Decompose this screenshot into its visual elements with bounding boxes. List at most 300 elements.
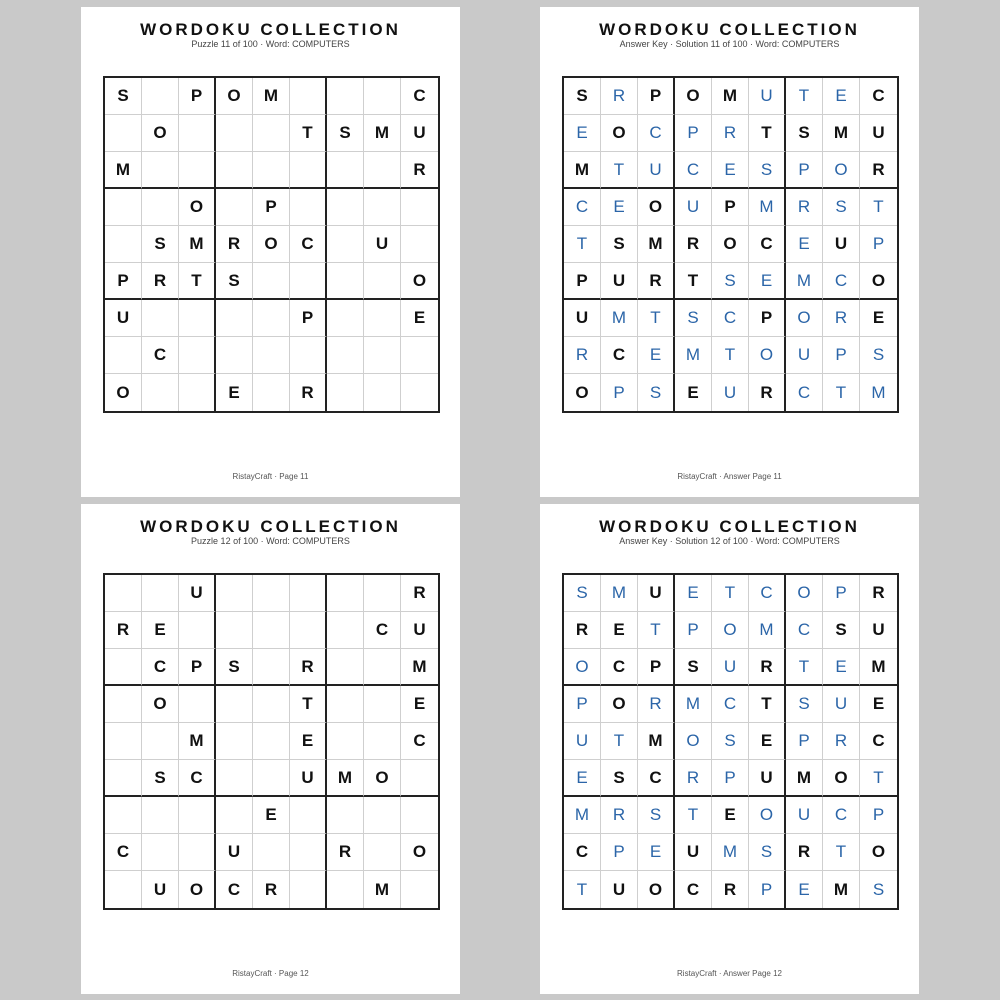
grid-cell: T xyxy=(749,686,786,723)
grid-cell xyxy=(142,834,179,871)
grid-cell: P xyxy=(675,612,712,649)
grid-cell xyxy=(105,723,142,760)
grid-cell: C xyxy=(860,723,897,760)
grid-cell xyxy=(327,226,364,263)
grid-cell xyxy=(179,374,216,411)
grid-cell xyxy=(327,612,364,649)
grid-cell xyxy=(142,189,179,226)
grid-cell: C xyxy=(675,152,712,189)
grid-cell xyxy=(401,760,438,797)
grid-cell: T xyxy=(290,115,327,152)
grid-cell: E xyxy=(675,575,712,612)
grid-cell: U xyxy=(712,374,749,411)
grid-cell: O xyxy=(401,263,438,300)
grid-cell: S xyxy=(823,612,860,649)
grid-cell: T xyxy=(179,263,216,300)
grid-cell: T xyxy=(712,575,749,612)
grid-cell xyxy=(216,152,253,189)
grid-cell: C xyxy=(601,649,638,686)
grid-cell: C xyxy=(216,871,253,908)
grid-cell: U xyxy=(216,834,253,871)
grid-cell: M xyxy=(179,723,216,760)
grid-cell xyxy=(327,78,364,115)
grid-cell: M xyxy=(749,612,786,649)
grid-cell: O xyxy=(860,834,897,871)
grid-cell xyxy=(105,797,142,834)
page-subtitle: Puzzle 12 of 100 · Word: COMPUTERS xyxy=(191,536,350,546)
grid-cell: U xyxy=(712,649,749,686)
grid-cell: C xyxy=(364,612,401,649)
page-subtitle: Answer Key · Solution 11 of 100 · Word: COMPUTERS xyxy=(619,39,840,49)
grid-cell: M xyxy=(638,226,675,263)
grid-cell xyxy=(142,152,179,189)
grid-cell xyxy=(179,612,216,649)
grid-cell: O xyxy=(601,686,638,723)
grid-cell: O xyxy=(105,374,142,411)
grid-cell xyxy=(179,834,216,871)
grid-cell: S xyxy=(675,649,712,686)
grid-cell xyxy=(105,226,142,263)
grid-cell xyxy=(105,686,142,723)
grid-cell: P xyxy=(749,871,786,908)
grid-cell: R xyxy=(253,871,290,908)
grid-cell: M xyxy=(601,575,638,612)
grid-cell: R xyxy=(823,300,860,337)
grid-cell xyxy=(253,686,290,723)
grid-cell xyxy=(327,263,364,300)
page-title: WORDOKU COLLECTION xyxy=(599,517,860,536)
grid-cell xyxy=(327,649,364,686)
grid-cell xyxy=(216,189,253,226)
grid-cell: M xyxy=(401,649,438,686)
grid-cell: O xyxy=(601,115,638,152)
grid-cell xyxy=(364,649,401,686)
grid-cell: T xyxy=(860,760,897,797)
grid-cell: R xyxy=(860,152,897,189)
grid-cell xyxy=(105,871,142,908)
grid-cell: U xyxy=(601,871,638,908)
grid-cell: E xyxy=(253,797,290,834)
grid-cell: E xyxy=(638,834,675,871)
answer-page-12 xyxy=(540,504,919,994)
grid-cell: S xyxy=(786,686,823,723)
grid-cell: U xyxy=(749,760,786,797)
grid-cell: U xyxy=(364,226,401,263)
grid-cell: M xyxy=(712,78,749,115)
grid-cell: S xyxy=(105,78,142,115)
grid-cell: R xyxy=(564,337,601,374)
grid-cell xyxy=(216,337,253,374)
grid-cell: P xyxy=(749,300,786,337)
grid-cell: E xyxy=(564,760,601,797)
grid-cell: R xyxy=(712,871,749,908)
grid-cell: M xyxy=(253,78,290,115)
grid-cell: S xyxy=(216,649,253,686)
grid-cell: R xyxy=(142,263,179,300)
grid-cell xyxy=(253,649,290,686)
page-footer: RistayCraft · Answer Page 11 xyxy=(677,472,782,481)
grid-cell xyxy=(364,686,401,723)
grid-cell xyxy=(290,871,327,908)
grid-cell xyxy=(364,78,401,115)
grid-cell: T xyxy=(860,189,897,226)
grid-cell xyxy=(364,575,401,612)
grid-cell xyxy=(253,115,290,152)
grid-cell: M xyxy=(786,263,823,300)
grid-cell: P xyxy=(638,78,675,115)
grid-cell: S xyxy=(860,337,897,374)
grid-cell: M xyxy=(364,115,401,152)
page-footer: RistayCraft · Page 11 xyxy=(232,472,309,481)
grid-cell: C xyxy=(638,115,675,152)
grid-cell: T xyxy=(638,300,675,337)
grid-cell: M xyxy=(823,871,860,908)
grid-cell: U xyxy=(823,686,860,723)
grid-cell: U xyxy=(401,612,438,649)
grid-cell xyxy=(290,263,327,300)
grid-cell: C xyxy=(823,263,860,300)
grid-cell xyxy=(327,374,364,411)
grid-cell: R xyxy=(401,575,438,612)
grid-cell: E xyxy=(749,723,786,760)
grid-cell: R xyxy=(749,374,786,411)
wordoku-grid xyxy=(103,573,440,910)
grid-cell: P xyxy=(712,760,749,797)
grid-cell xyxy=(253,263,290,300)
grid-cell: S xyxy=(564,575,601,612)
page-footer: RistayCraft · Page 12 xyxy=(232,969,309,978)
grid-cell: O xyxy=(749,797,786,834)
grid-cell: M xyxy=(638,723,675,760)
page-footer: RistayCraft · Answer Page 12 xyxy=(677,969,782,978)
grid-cell: M xyxy=(601,300,638,337)
grid-cell xyxy=(142,575,179,612)
grid-cell: S xyxy=(327,115,364,152)
grid-cell: T xyxy=(638,612,675,649)
grid-cell: R xyxy=(327,834,364,871)
grid-cell xyxy=(290,575,327,612)
grid-cell: R xyxy=(601,78,638,115)
grid-cell: E xyxy=(786,226,823,263)
grid-cell xyxy=(179,300,216,337)
grid-cell: P xyxy=(253,189,290,226)
grid-cell: U xyxy=(564,300,601,337)
grid-cell: C xyxy=(564,189,601,226)
grid-cell: O xyxy=(179,189,216,226)
grid-cell: S xyxy=(712,723,749,760)
grid-cell: O xyxy=(401,834,438,871)
wordoku-solution-grid xyxy=(562,573,899,910)
grid-cell: R xyxy=(749,649,786,686)
grid-cell xyxy=(364,797,401,834)
grid-cell: C xyxy=(675,871,712,908)
grid-cell: E xyxy=(823,649,860,686)
grid-cell: P xyxy=(564,686,601,723)
grid-cell: C xyxy=(638,760,675,797)
grid-cell: T xyxy=(675,797,712,834)
wordoku-grid xyxy=(103,76,440,413)
grid-cell: C xyxy=(712,300,749,337)
grid-cell xyxy=(179,152,216,189)
grid-cell: R xyxy=(290,649,327,686)
page-title: WORDOKU COLLECTION xyxy=(140,517,401,536)
grid-cell: E xyxy=(675,374,712,411)
grid-cell: R xyxy=(564,612,601,649)
grid-cell: T xyxy=(564,226,601,263)
grid-cell: U xyxy=(401,115,438,152)
grid-cell: E xyxy=(216,374,253,411)
grid-cell: C xyxy=(749,575,786,612)
grid-cell: R xyxy=(675,760,712,797)
grid-cell: R xyxy=(401,152,438,189)
grid-cell: C xyxy=(401,723,438,760)
page-subtitle: Puzzle 11 of 100 · Word: COMPUTERS xyxy=(191,39,350,49)
grid-cell: U xyxy=(749,78,786,115)
grid-cell: O xyxy=(142,686,179,723)
wordoku-solution-grid xyxy=(562,76,899,413)
grid-cell xyxy=(290,189,327,226)
grid-cell: O xyxy=(749,337,786,374)
grid-cell xyxy=(327,575,364,612)
grid-cell xyxy=(105,115,142,152)
grid-cell xyxy=(401,374,438,411)
grid-cell: S xyxy=(638,374,675,411)
grid-cell: O xyxy=(786,300,823,337)
grid-cell xyxy=(216,723,253,760)
grid-cell: S xyxy=(638,797,675,834)
grid-cell xyxy=(105,575,142,612)
grid-cell: T xyxy=(823,374,860,411)
grid-cell xyxy=(253,337,290,374)
grid-cell xyxy=(179,115,216,152)
grid-cell xyxy=(290,337,327,374)
grid-cell xyxy=(327,686,364,723)
grid-cell: R xyxy=(638,263,675,300)
grid-cell: T xyxy=(712,337,749,374)
grid-cell: S xyxy=(601,226,638,263)
grid-cell xyxy=(253,760,290,797)
grid-cell: T xyxy=(786,649,823,686)
grid-cell xyxy=(290,797,327,834)
grid-cell: S xyxy=(601,760,638,797)
grid-cell: U xyxy=(860,612,897,649)
grid-cell xyxy=(364,374,401,411)
grid-cell: C xyxy=(142,649,179,686)
grid-cell: O xyxy=(364,760,401,797)
grid-cell xyxy=(216,115,253,152)
grid-cell xyxy=(253,374,290,411)
grid-cell xyxy=(327,300,364,337)
grid-cell xyxy=(105,760,142,797)
grid-cell xyxy=(327,189,364,226)
grid-cell: P xyxy=(601,374,638,411)
grid-cell xyxy=(364,834,401,871)
grid-cell: S xyxy=(216,263,253,300)
page-subtitle: Answer Key · Solution 12 of 100 · Word: COMPUTERS xyxy=(619,536,840,546)
grid-cell: M xyxy=(871,382,886,402)
grid-cell: M xyxy=(105,152,142,189)
grid-cell: E xyxy=(601,189,638,226)
grid-cell: U xyxy=(823,226,860,263)
grid-cell: O xyxy=(786,575,823,612)
grid-cell: M xyxy=(564,152,601,189)
grid-cell xyxy=(179,686,216,723)
grid-cell xyxy=(290,152,327,189)
grid-cell: P xyxy=(564,263,601,300)
grid-cell: T xyxy=(675,263,712,300)
grid-cell: O xyxy=(564,649,601,686)
grid-cell: E xyxy=(786,871,823,908)
grid-cell xyxy=(253,300,290,337)
grid-cell: C xyxy=(290,226,327,263)
grid-cell: O xyxy=(675,78,712,115)
grid-cell xyxy=(179,797,216,834)
page-title: WORDOKU COLLECTION xyxy=(140,20,401,39)
grid-cell: M xyxy=(364,871,401,908)
grid-cell: M xyxy=(327,760,364,797)
grid-cell: U xyxy=(290,760,327,797)
grid-cell: P xyxy=(860,226,897,263)
grid-cell: E xyxy=(601,612,638,649)
grid-cell xyxy=(327,723,364,760)
grid-cell: R xyxy=(601,797,638,834)
grid-cell xyxy=(327,871,364,908)
grid-cell: M xyxy=(823,115,860,152)
grid-cell xyxy=(327,797,364,834)
grid-cell xyxy=(105,649,142,686)
grid-cell: O xyxy=(638,871,675,908)
grid-cell: T xyxy=(601,152,638,189)
grid-cell: T xyxy=(601,723,638,760)
grid-cell xyxy=(290,834,327,871)
grid-cell: U xyxy=(564,723,601,760)
grid-cell: U xyxy=(786,797,823,834)
grid-cell: M xyxy=(786,760,823,797)
grid-cell: O xyxy=(823,760,860,797)
grid-cell: E xyxy=(712,797,749,834)
grid-cell: R xyxy=(638,686,675,723)
grid-cell: M xyxy=(675,686,712,723)
grid-cell xyxy=(253,834,290,871)
grid-cell: R xyxy=(105,612,142,649)
grid-cell xyxy=(401,871,438,908)
grid-cell: E xyxy=(712,152,749,189)
grid-cell: P xyxy=(179,649,216,686)
grid-cell xyxy=(253,575,290,612)
grid-cell: C xyxy=(564,834,601,871)
puzzle-page-12 xyxy=(81,504,460,994)
grid-cell: R xyxy=(290,374,327,411)
grid-cell: P xyxy=(675,115,712,152)
grid-cell xyxy=(364,723,401,760)
grid-cell: P xyxy=(712,189,749,226)
grid-cell: E xyxy=(638,337,675,374)
grid-cell: U xyxy=(786,337,823,374)
grid-cell xyxy=(253,152,290,189)
grid-cell: R xyxy=(712,115,749,152)
grid-cell: P xyxy=(638,649,675,686)
grid-cell: E xyxy=(401,686,438,723)
grid-cell: M xyxy=(860,649,897,686)
grid-cell xyxy=(401,797,438,834)
grid-cell xyxy=(216,612,253,649)
grid-cell: U xyxy=(638,575,675,612)
grid-cell xyxy=(364,189,401,226)
puzzle-page-11 xyxy=(81,7,460,497)
grid-cell: T xyxy=(749,115,786,152)
grid-cell: C xyxy=(601,337,638,374)
grid-cell: E xyxy=(860,686,897,723)
grid-cell: C xyxy=(142,337,179,374)
grid-cell: M xyxy=(564,797,601,834)
grid-cell: E xyxy=(823,78,860,115)
grid-cell: O xyxy=(860,263,897,300)
grid-cell: R xyxy=(823,723,860,760)
grid-cell xyxy=(142,374,179,411)
grid-cell: O xyxy=(564,374,601,411)
grid-cell: S xyxy=(749,152,786,189)
grid-cell: O xyxy=(675,723,712,760)
grid-cell: T xyxy=(823,834,860,871)
grid-cell: U xyxy=(105,300,142,337)
grid-cell xyxy=(327,337,364,374)
grid-cell xyxy=(290,612,327,649)
grid-cell: P xyxy=(179,78,216,115)
grid-cell: E xyxy=(564,115,601,152)
grid-cell xyxy=(142,300,179,337)
grid-cell xyxy=(216,686,253,723)
grid-cell: O xyxy=(823,152,860,189)
grid-cell: P xyxy=(105,263,142,300)
grid-cell xyxy=(253,612,290,649)
grid-cell xyxy=(253,723,290,760)
grid-cell xyxy=(401,337,438,374)
grid-cell: O xyxy=(253,226,290,263)
grid-cell: E xyxy=(290,723,327,760)
grid-cell: U xyxy=(860,115,897,152)
grid-cell: S xyxy=(749,834,786,871)
grid-cell: U xyxy=(675,189,712,226)
grid-cell: U xyxy=(675,834,712,871)
grid-cell: O xyxy=(142,115,179,152)
grid-cell xyxy=(290,78,327,115)
grid-cell: P xyxy=(290,300,327,337)
grid-cell xyxy=(142,723,179,760)
grid-cell: E xyxy=(401,300,438,337)
grid-cell: P xyxy=(601,834,638,871)
grid-cell: M xyxy=(675,337,712,374)
grid-cell: P xyxy=(823,575,860,612)
grid-cell: T xyxy=(786,78,823,115)
grid-cell: R xyxy=(786,834,823,871)
grid-cell: E xyxy=(142,612,179,649)
grid-cell xyxy=(401,189,438,226)
grid-cell: E xyxy=(860,300,897,337)
grid-cell: M xyxy=(749,189,786,226)
grid-cell xyxy=(216,300,253,337)
grid-cell: U xyxy=(601,263,638,300)
grid-cell: C xyxy=(749,226,786,263)
grid-cell: U xyxy=(142,871,179,908)
grid-cell: S xyxy=(675,300,712,337)
grid-cell: C xyxy=(786,374,823,411)
grid-cell: R xyxy=(786,189,823,226)
grid-cell: S xyxy=(142,760,179,797)
grid-cell: C xyxy=(823,797,860,834)
page-title: WORDOKU COLLECTION xyxy=(599,20,860,39)
grid-cell xyxy=(364,337,401,374)
grid-cell xyxy=(364,152,401,189)
